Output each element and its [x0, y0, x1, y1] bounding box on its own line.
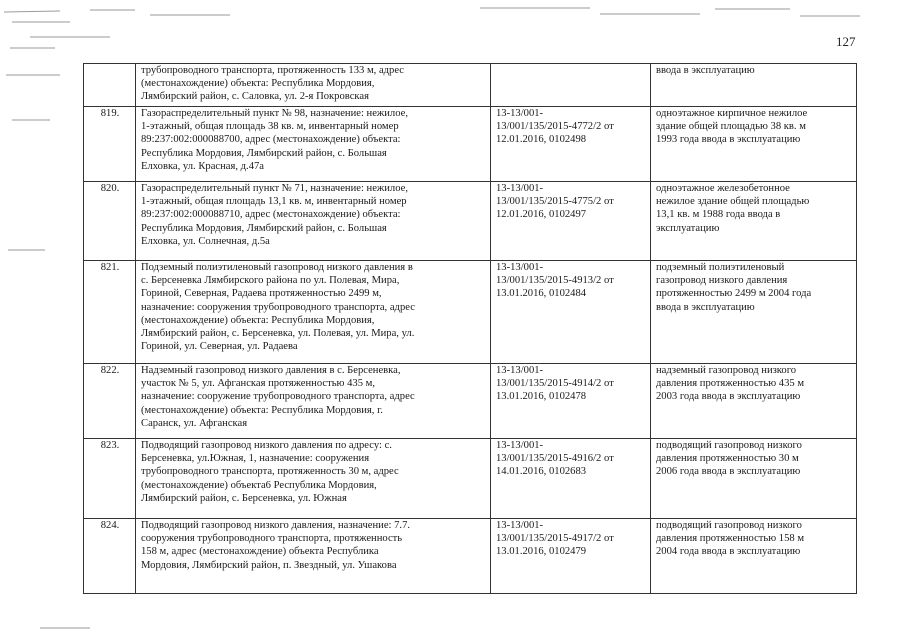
- characteristics-text: надземный газопровод низкого давления протяженностью 435 м 2003 года ввода в эксплуатацию: [656, 365, 805, 403]
- characteristics-text: подводящий газопровод низкого давления протяженностью 30 м 2006 года ввода в эксплуатацию: [656, 440, 802, 478]
- object-characteristics: [651, 182, 857, 261]
- characteristics-text: подземный полиэтиленовый газопровод низкого давления протяженностью 2499 м 2004 года ввода в эксплуатацию: [656, 262, 812, 313]
- characteristics-text: одноэтажное железобетонное нежилое здание общей площадью 13,1 кв. м 1988 года ввода в эксплуатацию: [656, 183, 810, 234]
- object-description: [136, 261, 491, 364]
- registration-record: [491, 439, 651, 519]
- object-description: [136, 64, 491, 107]
- object-description: [136, 519, 491, 594]
- row-number: 819.: [84, 107, 136, 182]
- table-row: [84, 519, 857, 594]
- row-number: 823.: [84, 439, 136, 519]
- registration-record: [491, 64, 651, 107]
- object-characteristics: [651, 439, 857, 519]
- table-row: [84, 64, 857, 107]
- table-row: [84, 182, 857, 261]
- table-row: [84, 107, 857, 182]
- object-description: [136, 439, 491, 519]
- registration-record: [491, 107, 651, 182]
- row-number: 824.: [84, 519, 136, 594]
- registration-record: [491, 519, 651, 594]
- registration-text: 13-13/001- 13/001/135/2015-4772/2 от 12.01.2016, 0102498: [496, 108, 614, 146]
- row-number: 821.: [84, 261, 136, 364]
- registration-text: 13-13/001- 13/001/135/2015-4917/2 от 13.01.2016, 0102479: [496, 520, 614, 558]
- characteristics-text: одноэтажное кирпичное нежилое здание общей площадью 38 кв. м 1993 года ввода в эксплуатацию: [656, 108, 808, 146]
- registration-record: [491, 182, 651, 261]
- description-text: трубопроводного транспорта, протяженность 133 м, адрес (местонахождение) объекта: Республика Мордовия, Лямбирский район, с. Саловка, ул. 2-я Покровская: [141, 65, 405, 103]
- registration-record: [491, 364, 651, 439]
- object-description: [136, 364, 491, 439]
- row-number: 820.: [84, 182, 136, 261]
- table-row: [84, 261, 857, 364]
- object-characteristics: [651, 64, 857, 107]
- object-characteristics: [651, 107, 857, 182]
- table-row: [84, 439, 857, 519]
- table-row: [84, 364, 857, 439]
- registration-text: 13-13/001- 13/001/135/2015-4913/2 от 13.01.2016, 0102484: [496, 262, 614, 300]
- registration-text: 13-13/001- 13/001/135/2015-4775/2 от 12.01.2016, 0102497: [496, 183, 614, 221]
- object-characteristics: [651, 519, 857, 594]
- description-text: Подводящий газопровод низкого давления, назначение: 7.7. сооружения трубопроводного транспорта, протяженность 158 м, адрес (местонахождение) объекта Республика Мордовия, Лямбирский район, п. Звездный, ул. Ушакова: [141, 520, 411, 571]
- object-characteristics: [651, 261, 857, 364]
- description-text: Газораспределительный пункт № 71, назначение: нежилое, 1-этажный, общая площадь 13,1 кв. м, инвентарный номер 89:237:002:000088710, адрес (местонахождение) объекта: Республика Мордовия, Лямбирский район, с. Большая Елховка, ул. Солнечная, д.5а: [141, 183, 408, 247]
- row-number: [84, 64, 136, 107]
- description-text: Подземный полиэтиленовый газопровод низкого давления в с. Берсеневка Лямбирского района по ул. Полевая, Мира, Гориной, Северная, Радаева протяженностью 2499 м, назначение: сооружения трубопроводного транспорта, адрес (местонахождение) объекта: Республика Мордовия, Лямбирский район, с. Берсеневка, ул. Полевая, ул. Мира, ул. Гориной, ул. Северная, ул. Радаева: [141, 262, 415, 353]
- registration-record: [491, 261, 651, 364]
- object-characteristics: [651, 364, 857, 439]
- page-number: 127: [836, 34, 856, 49]
- object-description: [136, 107, 491, 182]
- registration-text: 13-13/001- 13/001/135/2015-4916/2 от 14.01.2016, 0102683: [496, 440, 614, 478]
- registration-text: 13-13/001- 13/001/135/2015-4914/2 от 13.01.2016, 0102478: [496, 365, 614, 403]
- property-registry-table: [83, 63, 857, 594]
- characteristics-text: ввода в эксплуатацию: [656, 65, 755, 76]
- characteristics-text: подводящий газопровод низкого давления протяженностью 158 м 2004 года ввода в эксплуатацию: [656, 520, 805, 558]
- description-text: Газораспределительный пункт № 98, назначение: нежилое, 1-этажный, общая площадь 38 кв. м, инвентарный номер 89:237:002:000088700, адрес (местонахождение) объекта: Республика Мордовия, Лямбирский район, с. Большая Елховка, ул. Красная, д.47а: [141, 108, 408, 172]
- description-text: Надземный газопровод низкого давления в с. Берсеневка, участок № 5, ул. Афганская протяженностью 435 м, назначение: сооружение трубопроводного транспорта, адрес (местонахождение) объекта: Республика Мордовия, г. Саранск, ул. Афганская: [141, 365, 415, 429]
- description-text: Подводящий газопровод низкого давления по адресу: с. Берсеневка, ул.Южная, 1, назначение: сооружения трубопроводного транспорта, протяженность 30 м, адрес (местонахождение) объекта6 Республика Мордовия, Лямбирский район, с. Берсеневка, ул. Южная: [141, 440, 399, 504]
- row-number: 822.: [84, 364, 136, 439]
- object-description: [136, 182, 491, 261]
